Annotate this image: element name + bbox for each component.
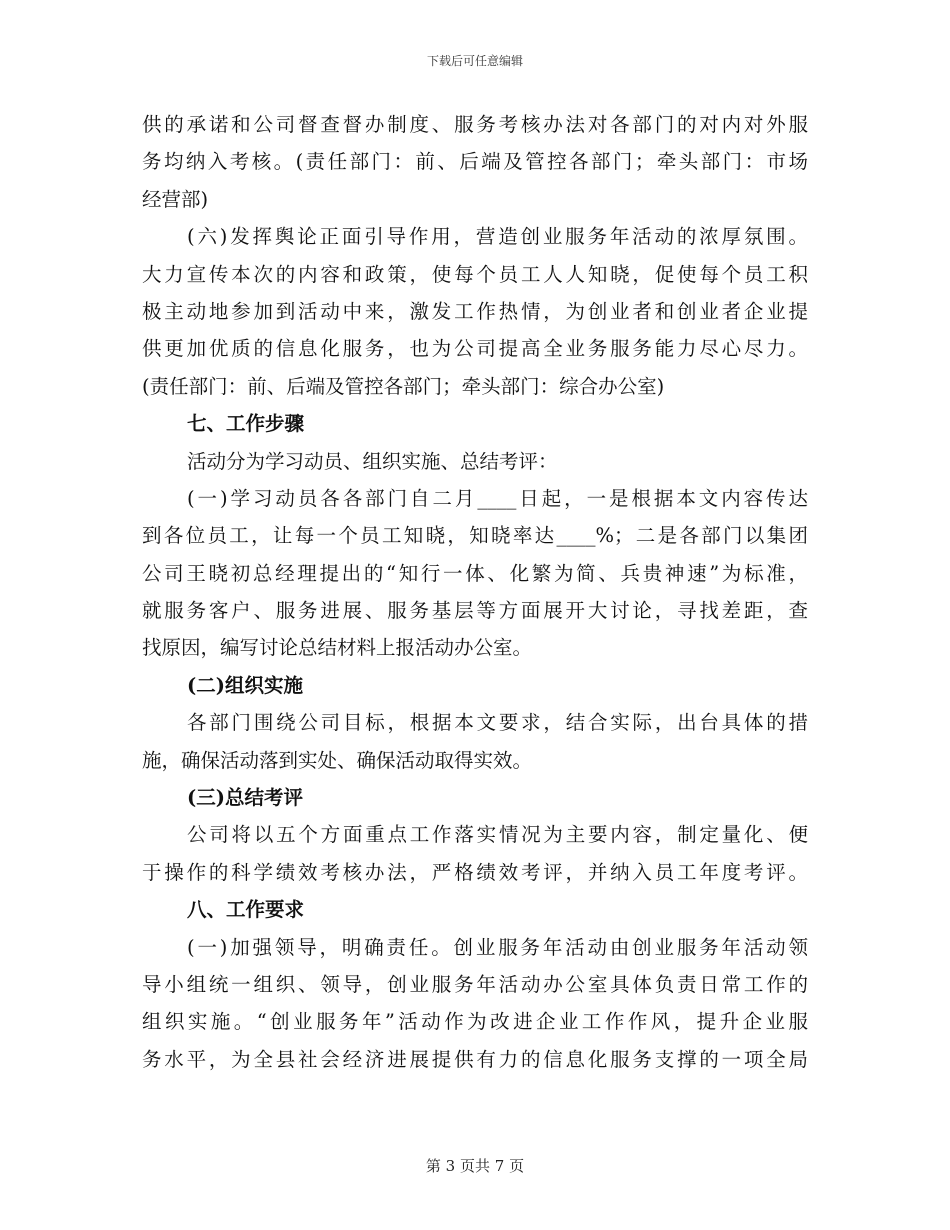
text-line: (责任部门：前、后端及管控各部门；牵头部门：综合办公室) <box>142 374 665 398</box>
text-line: (六)发挥舆论正面引导作用，营造创业服务年活动的浓厚氛围。 <box>187 225 808 249</box>
text-line: 施，确保活动落到实处、确保活动取得实效。 <box>142 748 533 772</box>
text-line: 找原因，编写讨论总结材料上报活动办公室。 <box>142 636 533 660</box>
text-line: 务水平，为全县社会经济进展提供有力的信息化服务支撑的一项全局 <box>142 1047 808 1071</box>
text-line: (一)加强领导，明确责任。创业服务年活动由创业服务年活动领 <box>187 935 808 959</box>
section-heading: (三)总结考评 <box>187 786 303 810</box>
text-line: 组织实施。“创业服务年”活动作为改进企业工作作风，提升企业服 <box>142 1010 808 1034</box>
document-body <box>142 106 808 1078</box>
section-heading: 七、工作步骤 <box>187 412 305 436</box>
text-line: 到各位员工，让每一个员工知晓，知晓率达____%；二是各部门以集团 <box>142 524 808 548</box>
text-line: 公司将以五个方面重点工作落实情况为主要内容，制定量化、便 <box>187 823 808 847</box>
text-line: 公司王晓初总经理提出的“知行一体、化繁为简、兵贵神速”为标准， <box>142 561 808 585</box>
section-heading: (二)组织实施 <box>187 673 303 697</box>
text-line: 各部门围绕公司目标，根据本文要求，结合实际，出台具体的措 <box>187 711 808 735</box>
text-line: 于操作的科学绩效考核办法，严格绩效考评，并纳入员工年度考评。 <box>142 860 808 884</box>
text-line: 极主动地参加到活动中来，激发工作热情，为创业者和创业者企业提 <box>142 299 808 323</box>
text-line: (一)学习动员各各部门自二月____日起，一是根据本文内容传达 <box>187 486 808 510</box>
text-line: 就服务客户、服务进展、服务基层等方面展开大讨论，寻找差距，查 <box>142 599 808 623</box>
text-line: 供更加优质的信息化服务，也为公司提高全业务服务能力尽心尽力。 <box>142 337 808 361</box>
text-line: 供的承诺和公司督查督办制度、服务考核办法对各部门的对内对外服 <box>142 113 808 136</box>
text-line: 活动分为学习动员、组织实施、总结考评： <box>187 449 558 473</box>
section-heading: 八、工作要求 <box>187 898 305 922</box>
text-line: 大力宣传本次的内容和政策，使每个员工人人知晓，促使每个员工积 <box>142 262 808 286</box>
text-line: 导小组统一组织、领导，创业服务年活动办公室具体负责日常工作的 <box>142 972 808 996</box>
page-header: 下载后可任意编辑 <box>426 54 523 68</box>
text-line: 经营部) <box>142 187 209 211</box>
text-line: 务均纳入考核。(责任部门：前、后端及管控各部门；牵头部门：市场 <box>142 150 808 174</box>
page-footer: 第 3 页共 7 页 <box>425 1157 525 1175</box>
